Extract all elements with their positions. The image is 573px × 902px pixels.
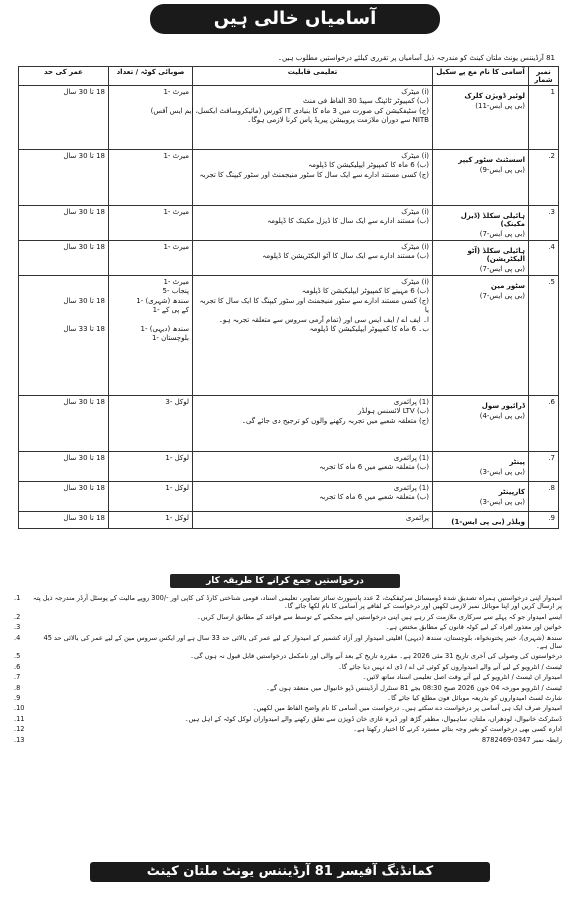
instruction-text: پر ارسال کریں اور اپنا موبائل نمبر لازمی لکھیں اور درخواست کے لفافے پر آسامی کا نام لکھا جائے گا۔: [283, 602, 562, 611]
instruction-item: [14, 704, 562, 712]
post-title: ڈرائیور سول: [481, 402, 525, 410]
qualification-line: یا: [424, 306, 429, 315]
instruction-number: 8.: [14, 683, 21, 692]
row-post: [433, 396, 529, 452]
instruction-text: خواتین اور معذور افراد کے لیے کوٹہ قانون کے مطابق مختص ہے۔: [385, 623, 562, 632]
quota-line: میرٹ -1: [163, 278, 189, 286]
row-qualification: [193, 276, 433, 396]
qualification-line: (1) پرائمری: [393, 484, 429, 492]
instruction-number: 4.: [14, 633, 21, 642]
age-line: 18 تا 33 سال: [63, 325, 105, 334]
header-serial: نمبر شمار: [529, 67, 559, 86]
row-qualification: [193, 452, 433, 482]
row-quota: [109, 86, 193, 150]
post-title: پینٹر: [509, 458, 525, 466]
post-pay-scale: (بی پی ایس-11): [475, 102, 525, 110]
post-pay-scale: (بی پی ایس-7): [479, 292, 525, 300]
table-row: [19, 150, 559, 206]
row-post: [433, 482, 529, 512]
instruction-text: امیدوار ان ٹیسٹ / انٹرویو کے لیے آتے وقت اصل تعلیمی اسناد ساتھ لائیں۔: [362, 673, 562, 682]
instruction-text: ٹیسٹ / انٹرویو کے لیے آنے والے امیدواروں کو کوئی ٹی اے / ڈی اے نہیں دیا جائے گا۔: [338, 662, 562, 671]
qualification-line: (i) میٹرک: [401, 208, 429, 216]
age-line: 18 تا 30 سال: [63, 208, 105, 216]
age-line: [22, 306, 105, 315]
row-quota: [109, 452, 193, 482]
qualification-line: ب۔ 6 ماہ کا کمپیوٹر ایپلیکیشن کا ڈپلومہ: [309, 325, 429, 334]
quota-line: [112, 316, 189, 325]
instruction-number: 2.: [14, 612, 21, 621]
instructions-heading: درخواستیں جمع کرانے کا طریقہ کار: [170, 574, 400, 588]
header-quota: صوبائی کوٹہ / تعداد: [109, 67, 193, 86]
age-line: 18 تا 30 سال: [63, 484, 105, 492]
row-serial: 9.: [529, 512, 559, 529]
row-age-limit: [19, 482, 109, 512]
row-post: [433, 150, 529, 206]
quota-line: سندھ (شہری) -1: [136, 296, 189, 305]
qualification-line: (i) میٹرک: [401, 278, 429, 286]
row-quota: [109, 396, 193, 452]
post-pay-scale: (بی پی ایس-3): [479, 498, 525, 506]
post-title: ہائیلی سکلڈ (آٹو الیکٹریشن): [467, 247, 525, 263]
instruction-text: ادارہ کسی بھی درخواست کو بغیر وجہ بتائے مسترد کرنے کا اختیار رکھتا ہے۔: [353, 725, 562, 734]
row-age-limit: [19, 150, 109, 206]
row-age-limit: [19, 452, 109, 482]
instruction-item: [14, 602, 562, 610]
quota-line: میرٹ -1: [163, 88, 189, 96]
post-pay-scale: (بی پی ایس-9): [479, 166, 525, 174]
qualification-line: (ب) مستند ادارے سے ایک سال کا ڈیزل مکینک کا ڈپلومہ: [267, 217, 429, 226]
table-row: [19, 276, 559, 396]
instruction-item: [14, 684, 562, 692]
row-quota: [109, 512, 193, 529]
table-row: [19, 482, 559, 512]
age-line: [22, 316, 105, 325]
row-qualification: [193, 206, 433, 241]
row-quota: [109, 276, 193, 396]
instruction-text: رابطہ نمبر 0347-8782469: [481, 735, 562, 744]
row-age-limit: [19, 512, 109, 529]
table-row: [19, 241, 559, 276]
quota-line: پنجاب -5: [162, 287, 189, 296]
age-line: 18 تا 30 سال: [63, 296, 105, 305]
qualification-line: (ب) 6 مہینے کا کمپیوٹر ایپلیکیشن کا ڈپلومہ: [301, 287, 429, 296]
row-post: [433, 512, 529, 529]
age-line: [22, 287, 105, 296]
row-age-limit: [19, 86, 109, 150]
instruction-number: 11.: [14, 714, 25, 723]
page-title: آسامیاں خالی ہیں: [150, 4, 440, 34]
quota-line: کے پی کے -1: [152, 306, 189, 315]
qualification-line: پرائمری: [405, 514, 429, 522]
quota-line: لوکل -1: [165, 484, 189, 492]
instruction-number: 1.: [14, 594, 21, 602]
qualification-line: (ب) متعلقہ شعبے میں 6 ماہ کا تجربہ: [319, 493, 429, 502]
post-pay-scale: (بی پی ایس-7): [479, 230, 525, 238]
qualification-line: (ب) کمپیوٹر ٹائپنگ سپیڈ 30 الفاظ فی منٹ: [302, 97, 429, 106]
instruction-item: [14, 663, 562, 671]
row-age-limit: [19, 241, 109, 276]
issuing-authority: کمانڈنگ آفیسر 81 آرڈیننس یونٹ ملتان کینٹ: [90, 862, 490, 882]
row-serial: 5.: [529, 276, 559, 396]
row-quota: [109, 241, 193, 276]
instruction-text: امیدوار اپنی درخواستیں ہمراہ تصدیق شدہ ڈومیسائل سرٹیفکیٹ، 2 عدد پاسپورٹ سائز تصاویر، تعلیمی اسناد، قومی شناختی کارڈ کی کاپی اور -/300 روپے مالیت کے پوسٹل آرڈر مندرجہ ذیل پتہ: [32, 594, 562, 602]
post-title: ہائیلی سکلڈ (ڈیزل مکینک): [460, 212, 525, 228]
quota-line: میرٹ -1: [163, 243, 189, 251]
qualification-line: (ب) 6 ماہ کا کمپیوٹر ایپلیکیشن کا ڈپلومہ: [308, 161, 429, 170]
instruction-item: [14, 673, 562, 681]
qualification-line: (i) میٹرک: [401, 152, 429, 160]
instruction-text: ایسے امیدوار جو کہ پہلے سے سرکاری ملازمت کر رہے ہیں اپنی درخواستیں اپنے محکمے کے توسط سے قواعد کے مطابق ارسال کریں۔: [196, 612, 562, 621]
instruction-text: امیدوار صرف ایک ہی آسامی پر درخواست دے سکتے ہیں۔ درخواست میں آسامی کا نام واضح الفاظ میں لکھیں۔: [252, 704, 562, 713]
instruction-item: [14, 623, 562, 631]
page-subtitle: 81 آرڈیننس یونٹ ملتان کینٹ کو مندرجہ ذیل آسامیاں پر تقرری کیلئے درخواستیں مطلوب ہیں۔: [277, 54, 555, 62]
age-line: 18 تا 30 سال: [63, 88, 105, 96]
row-post: [433, 206, 529, 241]
instruction-text: شارٹ لسٹ امیدواروں کو بذریعہ موبائل فون مطلع کیا جائے گا۔: [387, 694, 562, 703]
post-title: لوئیر ڈویژن کلرک: [464, 92, 525, 100]
qualification-line: (ج) سٹیفکیشن کی صورت میں 3 ماہ کا بنیادی IT کورس (مائیکروسافٹ ایکسل، ایم ایس آفس): [150, 106, 429, 115]
qualification-line: (ب) LTV لائسنس ہولڈر: [358, 407, 429, 416]
instruction-number: 12.: [14, 725, 25, 734]
instruction-number: [14, 602, 28, 610]
table-row: [19, 512, 559, 529]
age-line: 18 تا 30 سال: [63, 398, 105, 406]
instruction-number: 13.: [14, 735, 25, 744]
row-post: [433, 452, 529, 482]
row-serial: 4.: [529, 241, 559, 276]
quota-line: میرٹ -1: [163, 152, 189, 160]
instruction-item: [14, 736, 562, 744]
quota-line: سندھ (دیہی) -1: [140, 325, 189, 334]
quota-line: لوکل -1: [165, 514, 189, 522]
qualification-line: (ج) کسی مستند ادارے سے ایک سال کا سٹور منیجمنٹ اور سٹور کیپنگ کا تجربہ: [199, 170, 429, 179]
qualification-line: (ب) متعلقہ شعبے میں 6 ماہ کا تجربہ: [319, 463, 429, 472]
row-post: [433, 276, 529, 396]
instruction-item: [14, 634, 562, 651]
age-line: 18 تا 30 سال: [63, 514, 105, 522]
row-serial: 6.: [529, 396, 559, 452]
row-quota: [109, 150, 193, 206]
qualification-line: (i) میٹرک: [401, 243, 429, 251]
table-row: [19, 86, 559, 150]
instruction-text: ڈسٹرکٹ خانیوال، لودھراں، ملتان، ساہیوال، مظفر گڑھ اور ڈیرہ غازی خان ڈویژن سے تعلق رکھنے والے امیدواران لوکل کوٹہ کے اہل ہیں۔: [184, 714, 562, 723]
vacancies-body: [19, 86, 559, 529]
instruction-text: ٹیسٹ / انٹرویو مورخہ 04 جون 2026 صبح 08:30 بجے 81 سنٹرل آرڈیننس ڈپو خانیوال میں منعقد ہوں گے۔: [266, 683, 562, 692]
instruction-number: 5.: [14, 652, 21, 661]
row-serial: 1: [529, 86, 559, 150]
instruction-item: [14, 725, 562, 733]
qualification-line: (ج) متعلقہ شعبے میں تجربہ رکھنے والوں کو ترجیح دی جائے گی۔: [241, 416, 429, 425]
row-quota: [109, 206, 193, 241]
post-pay-scale: (بی پی ایس-3): [479, 468, 525, 476]
row-age-limit: [19, 396, 109, 452]
row-post: [433, 241, 529, 276]
row-serial: 3.: [529, 206, 559, 241]
instruction-number: 6.: [14, 662, 21, 671]
post-pay-scale: (بی پی ایس-4): [479, 412, 525, 420]
row-quota: [109, 482, 193, 512]
age-line: 18 تا 30 سال: [63, 243, 105, 251]
instruction-item: [14, 715, 562, 723]
post-title: کارپینٹر: [498, 488, 525, 496]
qualification-line: (ج) کسی مستند ادارے سے سٹور منیجمنٹ اور سٹور کیپنگ کا ایک سال کا تجربہ: [199, 296, 429, 305]
qualification-line: (ب) مستند ادارے سے ایک سال کا آٹو الیکٹریشن کا ڈپلومہ: [262, 252, 429, 261]
qualification-line: (1) پرائمری: [393, 454, 429, 462]
row-qualification: [193, 482, 433, 512]
table-row: [19, 452, 559, 482]
header-qualification: تعلیمی قابلیت: [193, 67, 433, 86]
row-age-limit: [19, 276, 109, 396]
table-row: [19, 396, 559, 452]
qualification-line: (i) میٹرک: [401, 88, 429, 96]
row-age-limit: [19, 206, 109, 241]
qualification-line: ا۔ ایف اے / ایف ایس سی اور (تمام آرمی سروس سے متعلقہ تجربہ ہو۔: [218, 315, 429, 324]
instruction-item: [14, 613, 562, 621]
instruction-number: 3.: [14, 623, 21, 632]
instructions-list: [14, 592, 562, 744]
vacancies-table: [18, 66, 559, 529]
post-title: سٹور مین: [490, 282, 525, 290]
row-serial: 7.: [529, 452, 559, 482]
age-line: 18 تا 30 سال: [63, 454, 105, 462]
header-age: عمر کی حد: [19, 67, 109, 86]
instruction-item: [14, 652, 562, 660]
row-serial: 2.: [529, 150, 559, 206]
row-serial: 8.: [529, 482, 559, 512]
table-row: [19, 206, 559, 241]
row-post: [433, 86, 529, 150]
instruction-text: سندھ (شہری)، خیبر پختونخواہ، بلوچستان، سندھ (دیہی) اقلیتی امیدوار اور آزاد کشمیر کے امیدوار کے لیے عمر کی بالائی حد 33 سال ہے اور ایکس سروس مین کے لیے عمر کی بالائی حد 45 سال ہے۔: [43, 633, 562, 651]
row-qualification: [193, 396, 433, 452]
instruction-number: 10.: [14, 704, 25, 713]
row-qualification: [193, 512, 433, 529]
row-qualification: [193, 150, 433, 206]
post-pay-scale: (بی پی ایس-7): [479, 265, 525, 273]
post-title: ویلڈر (بی پی ایس-1): [451, 518, 525, 526]
qualification-line: (1) پرائمری: [393, 398, 429, 406]
quota-line: لوکل -1: [165, 454, 189, 462]
quota-line: بلوچستان -1: [151, 334, 189, 343]
age-line: 18 تا 30 سال: [63, 152, 105, 160]
header-post: آسامی کا نام مع پے سکیل: [433, 67, 529, 86]
qualification-line: NITB سے دوران ملازمت پروبیشن پیریڈ پاس کرنا لازمی ہوگا۔: [247, 116, 429, 125]
quota-line: لوکل -3: [165, 398, 189, 406]
instruction-text: درخواستوں کی وصولی کی آخری تاریخ 31 مئی 2026 ہے۔ مقررہ تاریخ کے بعد آنے والی اور نامکمل درخواستیں قابل قبول نہ ہوں گی۔: [190, 652, 562, 661]
instruction-number: 7.: [14, 673, 21, 682]
table-header-row: [19, 67, 559, 86]
quota-line: میرٹ -1: [163, 208, 189, 216]
age-line: [22, 278, 105, 287]
instruction-item: [14, 694, 562, 702]
row-qualification: [193, 241, 433, 276]
post-title: اسسٹنٹ سٹور کیپر: [458, 156, 525, 164]
instruction-number: 9.: [14, 694, 21, 703]
